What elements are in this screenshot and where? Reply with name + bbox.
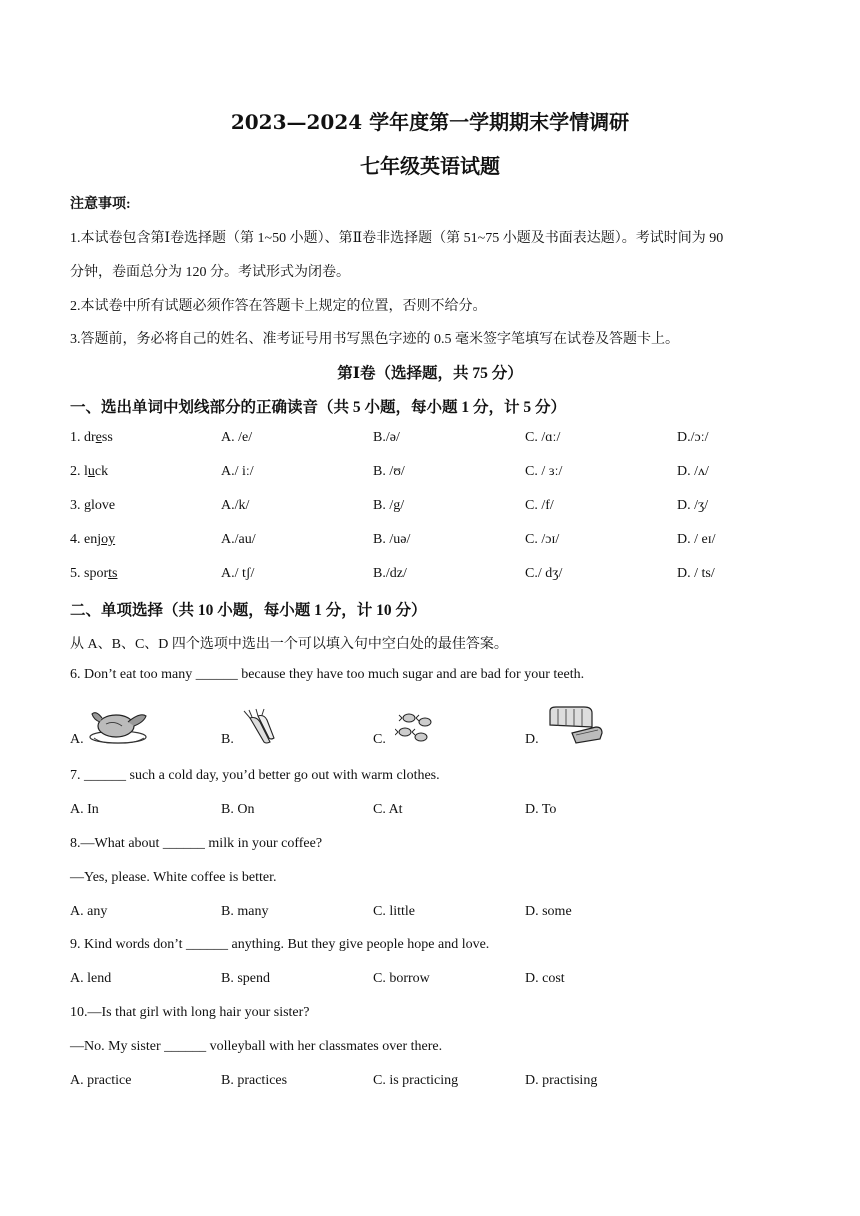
roast-chicken-picture [88, 704, 150, 746]
question-word [70, 464, 108, 480]
option-c: C. At [373, 802, 403, 817]
notice-item-2: 2.本试卷中所有试题必须作答在答题卡上规定的位置，否则不给分。 [70, 299, 487, 314]
option-a: A. In [70, 802, 99, 817]
option-b: B. spend [221, 971, 270, 986]
option-d: D. cost [525, 971, 565, 986]
underlined-letters: g [84, 498, 91, 513]
exam-subtitle: 七年级英语试题 [360, 154, 500, 178]
word-part: 2. l [70, 464, 88, 479]
question-8-options [70, 904, 790, 924]
notice-heading: 注意事项: [70, 197, 131, 212]
option-d: D. /ʒ/ [677, 498, 709, 513]
option-d: D. practising [525, 1073, 598, 1088]
word-part: 3. [70, 498, 84, 513]
option-c: C. little [373, 904, 415, 919]
option-c: C. borrow [373, 971, 430, 986]
question-10-stem-2: —No. My sister ______ volleyball with her classmates over there. [70, 1039, 443, 1054]
option-b: B. /g/ [373, 498, 405, 513]
option-c: C. /ɑː/ [525, 430, 561, 445]
option-d: D. To [525, 802, 557, 817]
option-c: C. /f/ [525, 498, 554, 513]
option-d: D./ɔː/ [677, 430, 709, 445]
word-part: 4. enj [70, 532, 102, 547]
question-word [70, 532, 115, 548]
option-d: D. / ts/ [677, 566, 715, 581]
bread-picture [546, 705, 604, 745]
option-a: A. [70, 732, 84, 747]
underlined-letters: e [95, 430, 102, 445]
option-b: B. /uə/ [373, 532, 411, 547]
question-9-stem: 9. Kind words don’t ______ anything. But they give people hope and love. [70, 937, 490, 952]
question-9-options [70, 971, 790, 991]
option-d: D. / eɪ/ [677, 532, 716, 547]
question-10-options [70, 1073, 790, 1093]
option-b: B. many [221, 904, 269, 919]
option-a: A. practice [70, 1073, 132, 1088]
option-b: B. practices [221, 1073, 288, 1088]
question-7-stem: 7. ______ such a cold day, you’d better go out with warm clothes. [70, 768, 440, 783]
word-part: ss [101, 430, 113, 445]
word-part: 1. dr [70, 430, 96, 445]
word-part: love [91, 498, 116, 513]
question-8-stem-2: —Yes, please. White coffee is better. [70, 870, 277, 885]
question-10-stem: 10.—Is that girl with long hair your sister? [70, 1005, 310, 1020]
option-a: A./ tʃ/ [221, 566, 255, 581]
option-a: A./k/ [221, 498, 250, 513]
notice-item-1-line-1: 1.本试卷包含第Ⅰ卷选择题（第 1~50 小题）、第Ⅱ卷非选择题（第 51~75 小题及书面表达题）。考试时间为 90 [70, 231, 724, 246]
option-b: B. [221, 732, 234, 747]
question-row [70, 464, 790, 484]
word-part: ck [94, 464, 109, 479]
option-a: A./au/ [221, 532, 256, 547]
option-c: C. [373, 732, 386, 747]
question-row [70, 430, 790, 450]
exam-title: 2023—2024 学年度第一学期期末学情调研 [230, 110, 630, 134]
option-b: B./ə/ [373, 430, 400, 445]
option-a: A./ iː/ [221, 464, 254, 479]
underlined-letters: oy [101, 532, 116, 547]
section-2-instruction: 从 A、B、C、D 四个选项中选出一个可以填入句中空白处的最佳答案。 [70, 637, 508, 652]
option-c: C. /ɔɪ/ [525, 532, 560, 547]
option-d: D. [525, 732, 539, 747]
question-6-stem: 6. Don’t eat too many ______ because they have too much sugar and are bad for your teeth. [70, 667, 585, 682]
option-b: B./dz/ [373, 566, 407, 581]
question-word [70, 498, 115, 514]
question-8-stem: 8.—What about ______ milk in your coffee? [70, 836, 323, 851]
notice-item-1-line-2: 分钟，卷面总分为 120 分。考试形式为闭卷。 [70, 265, 350, 280]
question-7-options [70, 802, 790, 822]
part-1-title: 第Ⅰ卷（选择题，共 75 分） [337, 365, 523, 382]
option-a: A. lend [70, 971, 112, 986]
notice-item-3: 3.答题前，务必将自己的姓名、准考证号用书写黑色字迹的 0.5 毫米签字笔填写在试卷及答题卡上。 [70, 332, 679, 347]
section-1-heading: 一、选出单词中划线部分的正确读音（共 5 小题，每小题 1 分，计 5 分） [70, 399, 567, 416]
section-2-heading: 二、单项选择（共 10 小题，每小题 1 分，计 10 分） [70, 602, 427, 619]
question-word [70, 430, 113, 446]
option-d: D. some [525, 904, 572, 919]
question-row [70, 532, 790, 552]
option-a: A. /e/ [221, 430, 253, 445]
word-part: 5. spor [70, 566, 109, 581]
underlined-letters: ts [108, 566, 118, 581]
carrots-picture [240, 708, 280, 748]
option-d: D. /ʌ/ [677, 464, 709, 479]
question-row [70, 566, 790, 586]
option-c: C./ dʒ/ [525, 566, 563, 581]
candies-picture [395, 710, 439, 746]
option-c: C. / ɜː/ [525, 464, 563, 479]
option-c: C. is practicing [373, 1073, 459, 1088]
question-row [70, 498, 790, 518]
question-word [70, 566, 117, 582]
option-b: B. /ʊ/ [373, 464, 405, 479]
underlined-letters: u [87, 464, 95, 479]
option-a: A. any [70, 904, 108, 919]
option-b: B. On [221, 802, 255, 817]
